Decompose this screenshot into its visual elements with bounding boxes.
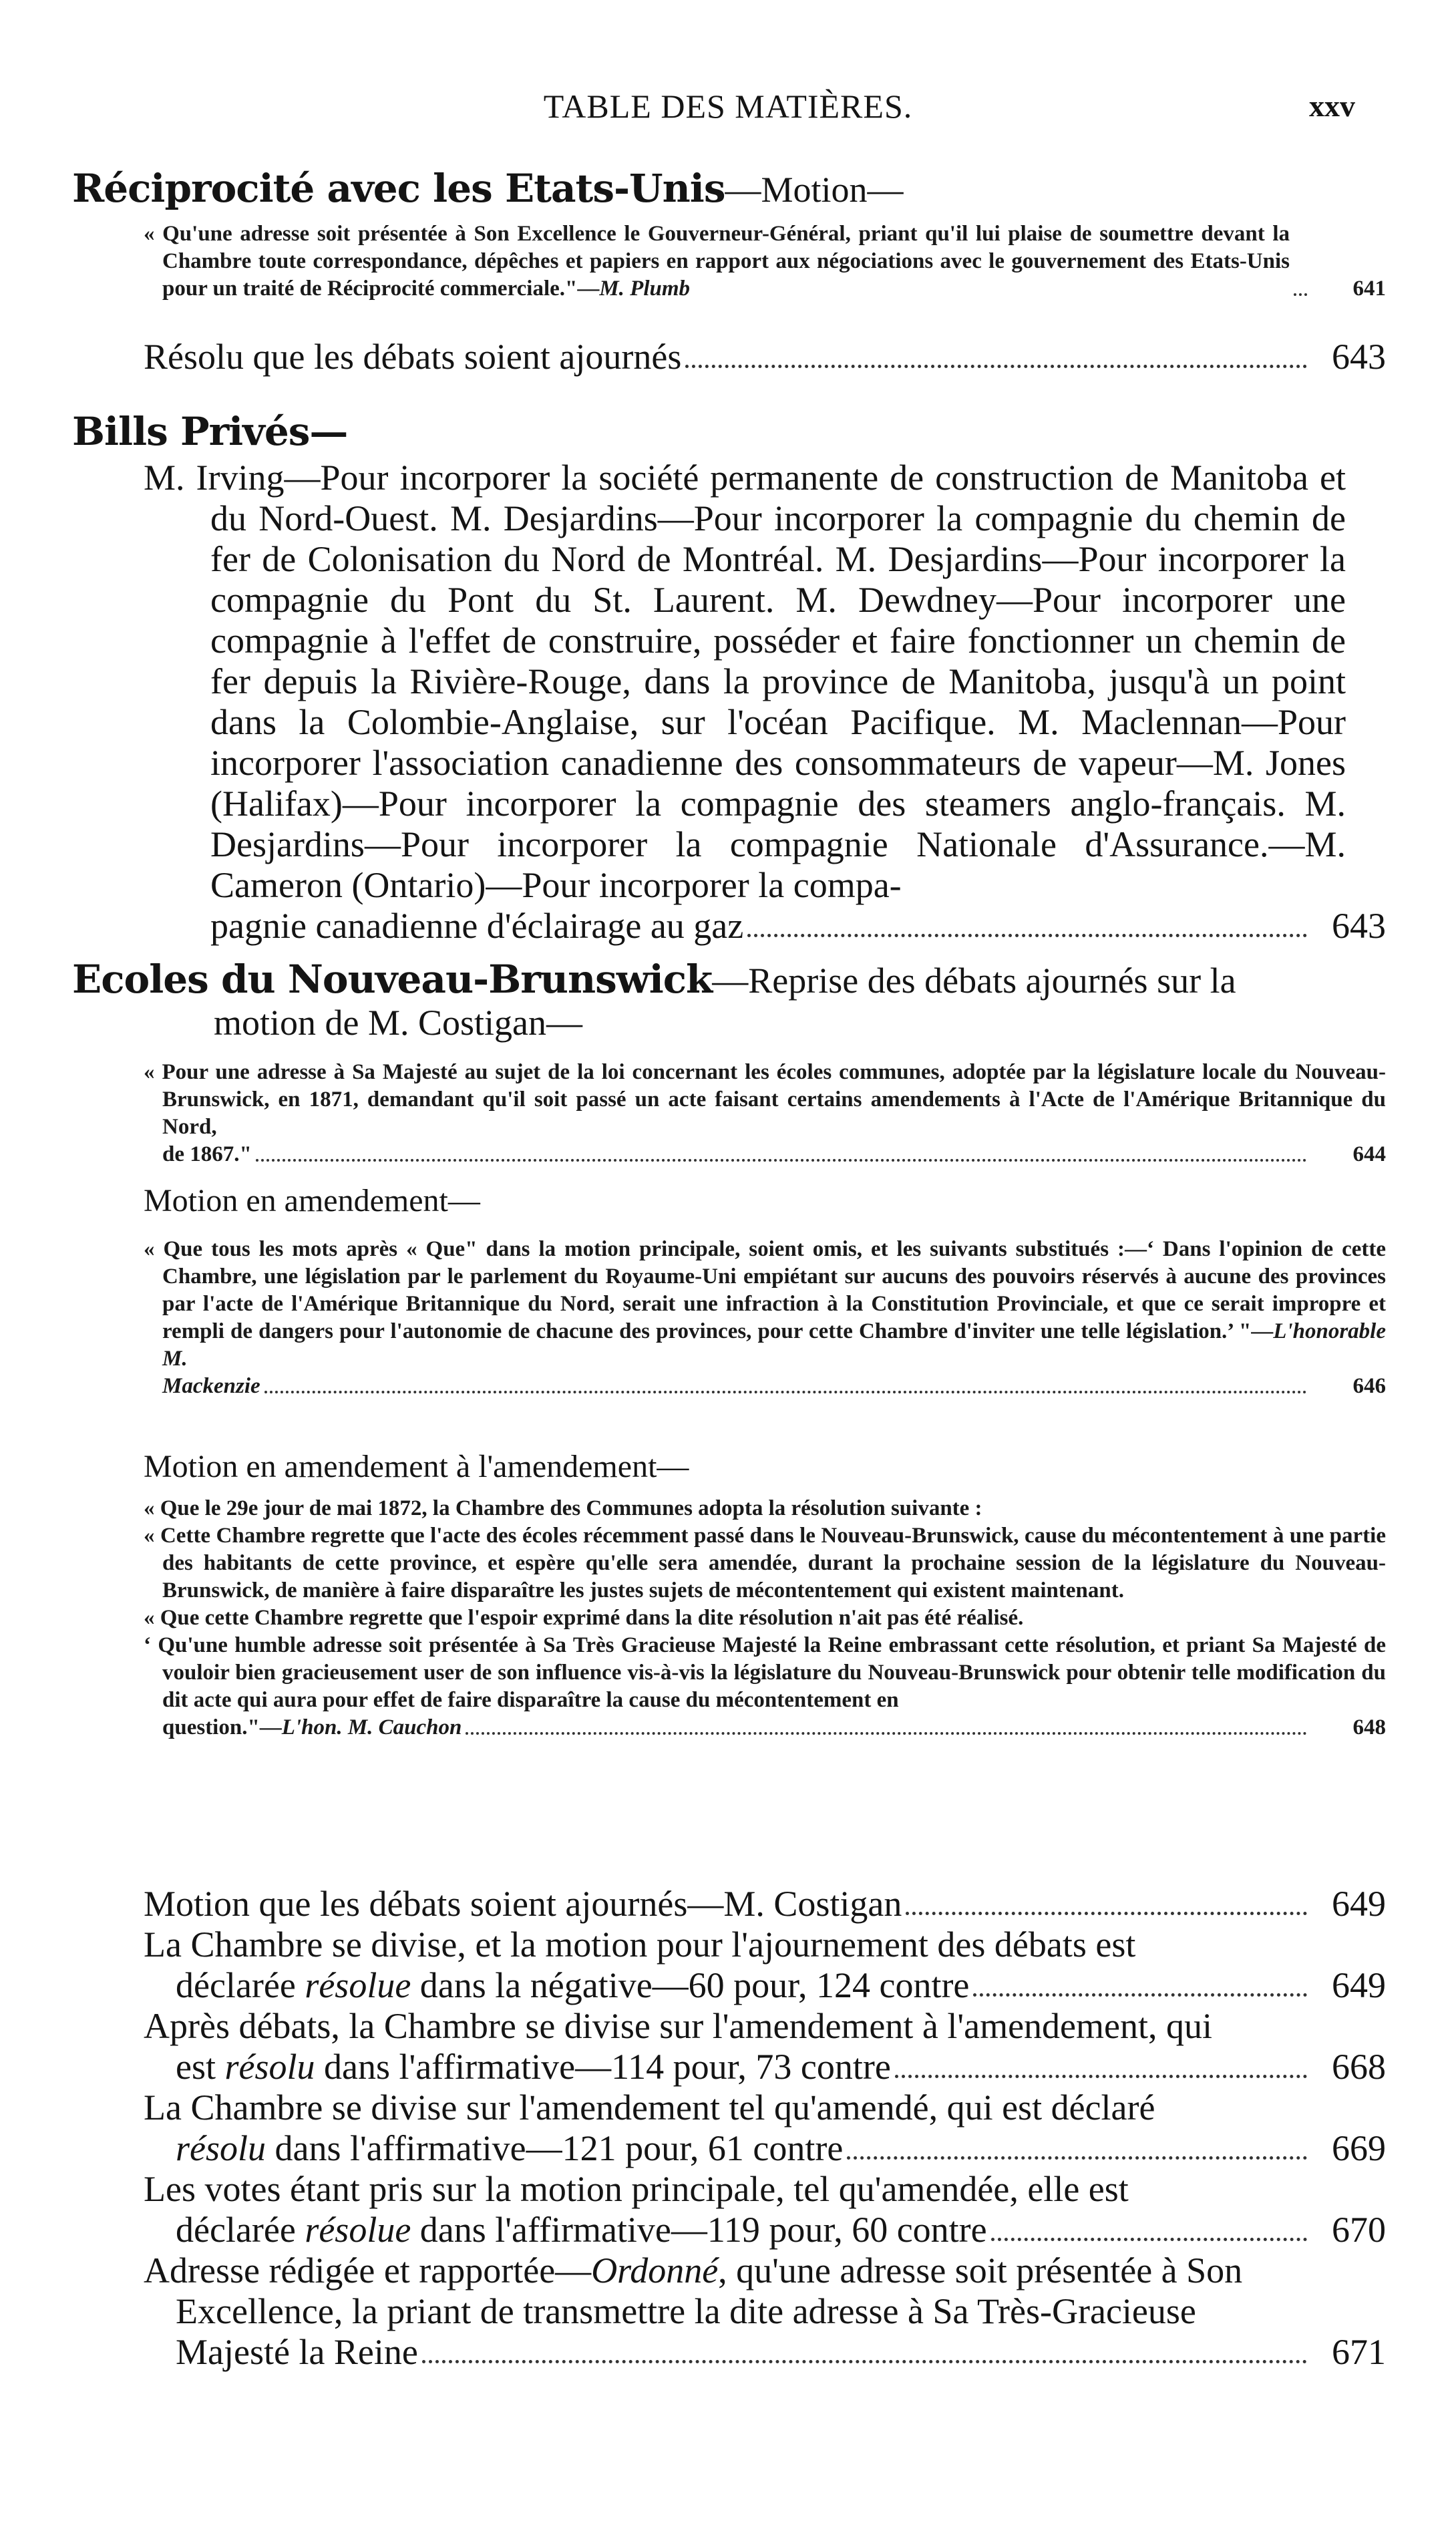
- page-ref: 669: [1332, 2128, 1386, 2168]
- quote-line: « Que le 29e jour de mai 1872, la Chambre des Communes adopta la résolution suivante :: [144, 1496, 982, 1520]
- section-heading-ecoles: [72, 957, 1236, 1002]
- entry-vote-2: [144, 2006, 1386, 2087]
- bills-prives-body: [144, 458, 1386, 947]
- entry-text: La Chambre se divise sur l'amendement tel qu'amendé, qui est déclaré: [144, 2087, 1155, 2128]
- quote-adresse-majeste: [144, 1059, 1386, 1168]
- quote-plumb: [144, 220, 1386, 303]
- page-ref: 671: [1332, 2332, 1386, 2372]
- running-head: TABLE DES MATIÈRES.: [543, 88, 913, 125]
- page-number: xxv: [1309, 89, 1355, 123]
- page-ref: 648: [1352, 1715, 1386, 1739]
- page-ref: 668: [1332, 2047, 1386, 2087]
- entry-text-last: déclarée résolue dans la négative—60 pour, 124 contre: [176, 1965, 970, 2005]
- section-heading-reciprocite: [72, 166, 904, 211]
- bills-prives-last: pagnie canadienne d'éclairage au gaz: [210, 906, 744, 946]
- section-heading-bills-prives: Bills Privés—: [72, 409, 348, 454]
- entry-vote-1: [144, 1924, 1386, 2006]
- page-ref: 646: [1352, 1374, 1386, 1398]
- quote-author-last: Mackenzie: [162, 1374, 260, 1398]
- quote-line: ‘ Qu'une humble adresse soit présentée à Sa Très Gracieuse Majesté la Reine embrassant cette résolution, et priant Sa Majesté de vouloir bien gracieusement user de son influence vis-à-vis la législature du Nouveau-Brunswick pour obtenir telle modification du dit acte qui aura pour effet de faire disparaître la cause du mécontentement en: [144, 1633, 1386, 1712]
- label-motion-amendement: Motion en amendement—: [144, 1183, 480, 1218]
- leader-dots: [991, 2238, 1307, 2241]
- quote-text-last: de 1867.": [162, 1142, 252, 1166]
- quote-text: « Pour une adresse à Sa Majesté au sujet de la loi concernant les écoles communes, adoptée par la législature locale du Nouveau-Brunswick, en 1871, demandant qu'il soit passé un acte faisant certains amendements à l'Acte de l'Amérique Britannique du Nord,: [144, 1060, 1386, 1139]
- entry-text-last: est résolu dans l'affirmative—114 pour, 73 contre: [176, 2047, 891, 2087]
- page-ref: 643: [1332, 337, 1386, 377]
- entry-text-last: déclarée résolue dans l'affirmative—119 pour, 60 contre: [176, 2210, 987, 2250]
- entry-adresse-redigee: [144, 2250, 1386, 2373]
- quote-mackenzie: [144, 1236, 1386, 1400]
- page-ref: 644: [1352, 1142, 1386, 1166]
- entry-text: La Chambre se divise, et la motion pour l'ajournement des débats est: [144, 1924, 1136, 1965]
- quote-line: « Que cette Chambre regrette que l'espoir exprimé dans la dite résolution n'ait pas été réalisé.: [144, 1606, 1024, 1630]
- page-ref: 649: [1332, 1884, 1386, 1924]
- quote-text-last: question."—L'hon. M. Cauchon: [162, 1715, 462, 1739]
- quote-text: « Que tous les mots après « Que" dans la motion principale, soient omis, et les suivants substitués :—‘ Dans l'opinion de cette Chambre, une législation par le parlement du Royaume-Uni empiétant sur aucuns des pouvoirs réservés à aucune des provinces par l'acte de l'Amérique Britannique du Nord, serait une infraction à la Constitution Provinciale, et que ce serait impropre et rempli de dangers pour l'autonomie de chacune des provinces, pour cette Chambre d'inviter une telle législation.’ "—L'honorable M.: [144, 1237, 1386, 1371]
- entry-text: Après débats, la Chambre se divise sur l'amendement à l'amendement, qui: [144, 2006, 1212, 2046]
- leader-dots: [747, 934, 1307, 937]
- leader-dots: [895, 2075, 1307, 2078]
- section-title-suffix: —Reprise des débats ajournés sur la: [712, 961, 1236, 1001]
- entry-text: Les votes étant pris sur la motion principale, tel qu'amendée, elle est: [144, 2169, 1129, 2209]
- quote-author: L'hon. M. Cauchon: [281, 1715, 462, 1739]
- quote-line: « Cette Chambre regrette que l'acte des écoles récemment passé dans le Nouveau-Brunswick, cause du mécontentement à une partie des habitants de cette province, et espère qu'elle sera amendée, durant la prochaine session de la législature du Nouveau-Brunswick, de manière à faire disparaître les justes sujets de mécontentement qui existent maintenant.: [144, 1524, 1386, 1602]
- page-ref: 649: [1332, 1965, 1386, 2005]
- quote-cauchon: [144, 1495, 1386, 1741]
- leader-dots: [422, 2360, 1307, 2363]
- leader-dots: [685, 365, 1307, 368]
- bills-prives-text: M. Irving—Pour incorporer la société permanente de construction de Manitoba et du Nord-Ouest. M. Desjardins—Pour incorporer la compagnie du chemin de fer de Colonisation du Nord de Montréal. M. Desjardins—Pour incorporer la compagnie du Pont du St. Laurent. M. Dewdney—Pour incorporer une compagnie à l'effet de construire, posséder et faire fonctionner un chemin de fer depuis la Rivière-Rouge, dans la province de Manitoba, jusqu'à un point dans la Colombie-Anglaise, sur l'océan Pacifique. M. Maclennan—Pour incorporer l'association canadienne des consommateurs de vapeur—M. Jones (Halifax)—Pour incorporer la compagnie des steamers anglo-français. M. Desjardins—Pour incorporer la compagnie Nationale d'Assurance.—M. Cameron (Ontario)—Pour incorporer la compa-: [144, 458, 1346, 905]
- leader-dots: [906, 1912, 1307, 1915]
- entry-text: Excellence, la priant de transmettre la dite adresse à Sa Très-Gracieuse: [176, 2291, 1196, 2331]
- entry-text: Adresse rédigée et rapportée—Ordonné, qu'une adresse soit présentée à Son: [144, 2250, 1243, 2291]
- quote-text: « Qu'une adresse soit présentée à Son Excellence le Gouverneur-Général, priant qu'il lui plaise de soumettre devant la Chambre toute correspondance, dépêches et papiers en rapport aux négociations avec le gouvernement des Etats-Unis pour un traité de Réciprocité commerciale."—M. Plumb: [144, 222, 1290, 301]
- entry-text: Motion que les débats soient ajournés—M. Costigan: [144, 1884, 902, 1924]
- quote-author: L'honorable M.: [162, 1319, 1386, 1371]
- entry-text-last: Majesté la Reine: [176, 2332, 418, 2372]
- entry-motion-ajournes: [144, 1884, 1386, 1924]
- page-ref: 641: [1352, 277, 1386, 301]
- leader-dots: [1294, 293, 1307, 296]
- section-subline: motion de M. Costigan—: [214, 1003, 582, 1043]
- entry-text-last: résolu dans l'affirmative—121 pour, 61 contre: [176, 2128, 844, 2168]
- leader-dots: [973, 1993, 1307, 1997]
- leader-dots: [847, 2156, 1307, 2160]
- page-ref: 670: [1332, 2210, 1386, 2250]
- quote-author: M. Plumb: [599, 277, 691, 301]
- entry-text: Résolu que les débats soient ajournés: [144, 337, 682, 377]
- section-title: Réciprocité avec les Etats-Unis: [72, 166, 725, 211]
- entry-vote-4: [144, 2169, 1386, 2250]
- section-title-suffix: —Motion—: [725, 170, 904, 210]
- votes-entries: [144, 1884, 1386, 2373]
- entry-resolu-ajournes: [144, 337, 1386, 377]
- section-title: Ecoles du Nouveau-Brunswick: [72, 957, 713, 1002]
- leader-dots: [466, 1732, 1307, 1735]
- entry-vote-3: [144, 2087, 1386, 2169]
- page-ref: 643: [1332, 906, 1386, 946]
- leader-dots: [256, 1159, 1307, 1162]
- label-amendement-amendement: Motion en amendement à l'amendement—: [144, 1449, 689, 1484]
- leader-dots: [264, 1391, 1307, 1393]
